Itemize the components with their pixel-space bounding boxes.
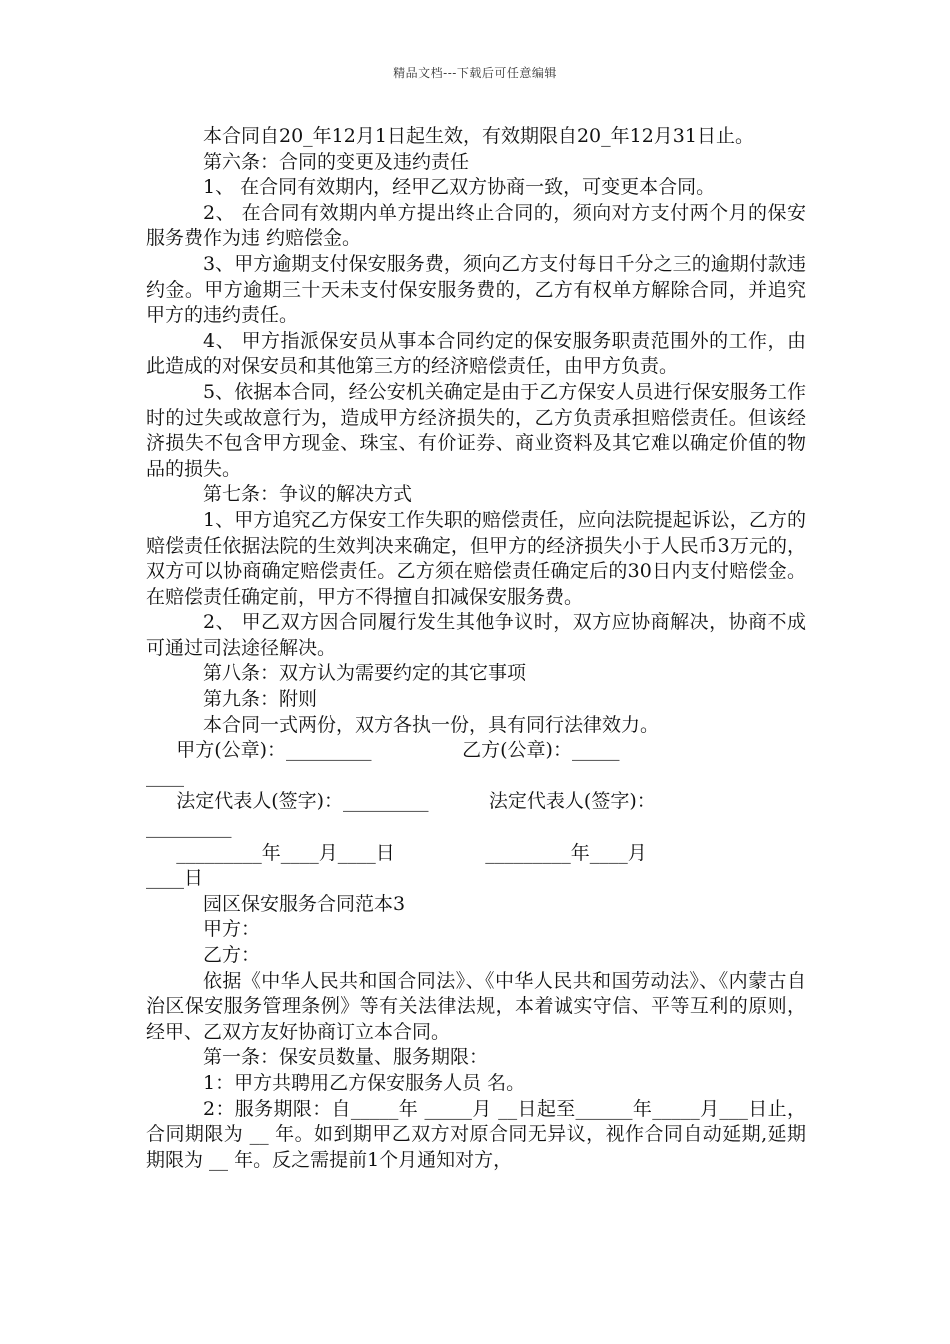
article-1-heading: 第一条：保安员数量、服务期限： [203,1046,489,1069]
article-6-clause-4: 4、 甲方指派保安员从事本合同约定的保安服务职责范围外的工作，由此造成的对保安员和其他第三方的经济赔偿责任，由甲方负责。 [146,329,806,378]
article-8-heading: 第八条：双方认为需要约定的其它事项 [203,662,527,685]
page-header: 精品文档---下载后可任意编辑 [393,66,557,80]
article-6-heading: 第六条：合同的变更及违约责任 [203,150,470,173]
article-1-clause-2: 2：服务期限：自_____年 _____月 __日起至______年_____月___日止，合同期限为 __ 年。如到期甲乙双方对原合同无异议，视作合同自动延期,延期期限为 __ 年。反之需提前1个月通知对方， [146,1097,806,1171]
date-line: _________年____月____日 _________年____月 [146,841,647,864]
copies-clause: 本合同一式两份，双方各执一份，具有同行法律效力。 [203,713,660,736]
article-7-clause-2: 2、 甲乙双方因合同履行发生其他争议时，双方应协商解决，协商不成可通过司法途径解决。 [146,611,806,659]
party-a-label: 甲方： [203,918,261,941]
party-b-label: 乙方： [203,944,261,966]
seal-line-continued: ____ [146,764,184,787]
article-9-heading: 第九条：附则 [203,688,318,711]
article-6-clause-5: 5、依据本合同，经公安机关确定是由于乙方保安人员进行保安服务工作时的过失或故意行为，造成甲方经济损失的，乙方负责承担赔偿责任。但该经济损失不包含甲方现金、珠宝、有价证券、商业资料及其它难以确定价值的物品的损失。 [146,380,806,480]
effective-date-paragraph: 本合同自20_年12月1日起生效，有效期限自20_年12月31日止。 [203,125,754,147]
date-line-continued: ____日 [146,867,204,890]
seal-line: 甲方(公章)：_________ 乙方(公章)：_____ [146,739,620,762]
article-7-heading: 第七条：争议的解决方式 [203,483,413,506]
legal-basis-paragraph: 依据《中华人民共和国合同法》、《中华人民共和国劳动法》、《内蒙古自治区保安服务管理条例》等有关法律法规，本着诚实守信、平等互利的原则，经甲、乙双方友好协商订立本合同。 [146,969,806,1043]
representative-line-continued: _________ [146,816,232,839]
representative-line: 法定代表人(签字)：_________ 法定代表人(签字)： [146,790,656,813]
contract-3-title: 园区保安服务合同范本3 [203,892,406,915]
article-6-clause-3: 3、甲方逾期支付保安服务费，须向乙方支付每日千分之三的逾期付款违约金。甲方逾期三十天未支付保安服务费的，乙方有权单方解除合同，并追究甲方的违约责任。 [146,252,806,327]
article-7-clause-1: 1、甲方追究乙方保安工作失职的赔偿责任，应向法院提起诉讼，乙方的赔偿责任依据法院的生效判决来确定，但甲方的经济损失小于人民币3万元的，双方可以协商确定赔偿责任。乙方须在赔偿责任确定后的30日内支付赔偿金。在赔偿责任确定前，甲方不得擅自扣减保安服务费。 [146,508,806,608]
article-1-clause-1: 1：甲方共聘用乙方保安服务人员 名。 [203,1071,526,1094]
article-6-clause-2: 2、 在合同有效期内单方提出终止合同的，须向对方支付两个月的保安服务费作为违 约赔偿金。 [146,201,806,250]
article-6-clause-1: 1、 在合同有效期内，经甲乙双方协商一致，可变更本合同。 [203,176,716,199]
document-body [146,124,806,1173]
